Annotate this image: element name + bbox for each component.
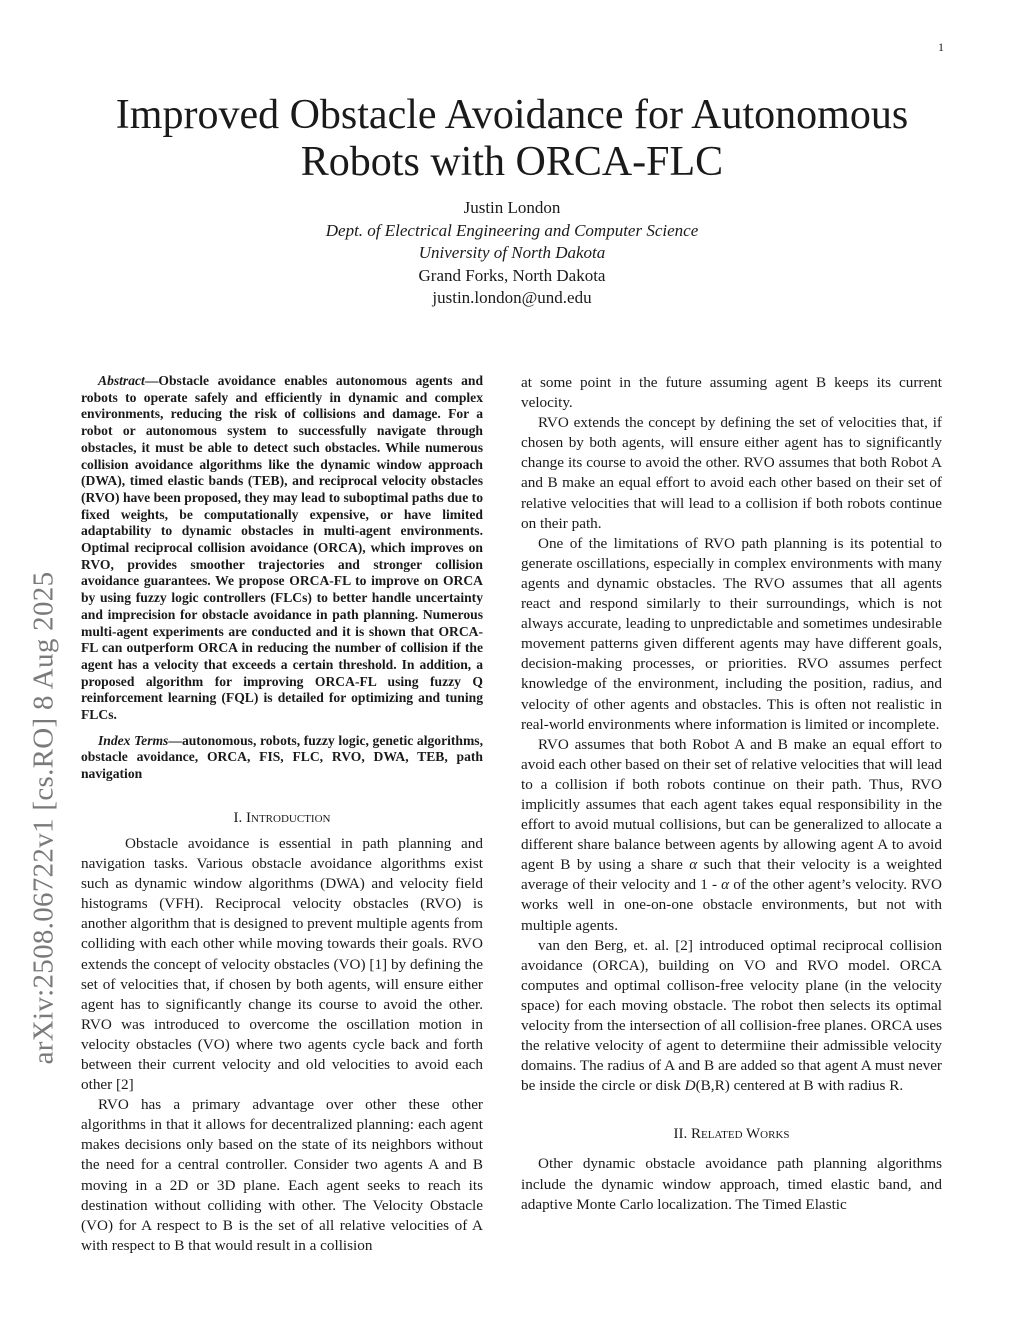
author-name: Justin London <box>463 198 561 217</box>
page-number: 1 <box>938 40 944 54</box>
paragraph: One of the limitations of RVO path planning is its potential to generate oscillations, especially in complex environments with many agents and dynamic obstacles. The RVO assumes that all agents react and respond similarly to their surroundings, which is not always accurate, leading to unpredictable and sometimes undesirable movement patterns given different agents may have different goals, decision-making processes, or priorities. RVO assumes perfect knowledge of the environment, including the position, radius, and velocity of other agents and obstacles. This is often not realistic in real-world environments where information is limited or incomplete. <box>521 534 942 733</box>
left-column <box>81 373 483 1256</box>
arxiv-identifier: arXiv:2508.06722v1 [cs.RO] 8 Aug 2025 <box>27 571 60 1065</box>
alpha-symbol: α <box>721 876 730 894</box>
author-location: Grand Forks, North Dakota <box>418 265 606 285</box>
text-run: RVO assumes that both Robot A and B make an equal effort to avoid each other based on their set of relative velocities that will lead to a collision if both robots continue on their path. Thus, RVO implicitly assumes that each agent takes equal responsibility in the effort to avoid mutual collisions, but can be generalized to allocate a different share balance between agents by allowing agent A to avoid agent B by using a share <box>521 735 942 874</box>
abstract-text: —Obstacle avoidance enables autonomous agents and robots to operate safely and efficiently in dynamic and complex environments, reducing the risk of collisions and damage. For a robot or autonomous system to successfully navigate through obstacles, it must be able to detect such obstacles. While numerous collision avoidance algorithms like the dynamic window approach (DWA), timed elastic bands (TEB), and reciprocal velocity obstacles (RVO) have been proposed, they may lead to suboptimal paths due to fixed weights, be computationally expensive, or have limited adaptability to dynamic obstacles in multi-agent environments. Optimal reciprocal collision avoidance (ORCA), which improves on RVO, provides smoother trajectories and stronger collision avoidance guarantees. We propose ORCA-FL to improve on ORCA by using fuzzy logic controllers (FLCs) to better handle uncertainty and imprecision for obstacle avoidance in path planning. Numerous multi-agent experiments are conducted and it is shown that ORCA-FL can outperform ORCA in reducing the number of collision if the agent has a velocity that exceeds a certain threshold. In addition, a proposed algorithm for improving ORCA-FL using fuzzy Q reinforcement learning (FQL) is detailed for optimizing and tuning FLCs. <box>81 373 483 723</box>
abstract-label: Abstract <box>98 373 145 388</box>
index-terms <box>81 733 483 783</box>
paragraph: RVO extends the concept by defining the set of velocities that, if chosen by both agents, will ensure either agent has to significantly change its course to avoid the other. RVO assumes that both Robot A and B make an equal effort to avoid each other based on their set of relative velocities that will lead to a collision if both robots continue on their path. <box>521 414 942 532</box>
paragraph <box>521 936 942 1097</box>
paragraph <box>521 735 942 936</box>
right-column <box>521 373 942 1215</box>
author-department: Dept. of Electrical Engineering and Computer Science <box>325 220 699 240</box>
text-run: such that their velocity is a weighted average of their velocity and 1 - <box>521 856 942 894</box>
paragraph: Obstacle avoidance is essential in path planning and navigation tasks. Various obstacle avoidance algorithms exist such as dynamic window algorithms (DWA) and velocity field histograms (VFH). Reciprocal velocity obstacles (RVO) is another algorithm that is designed to prevent multiple agents from colliding with each other while moving towards their goals. RVO extends the concept of velocity obstacles (VO) [1] by defining the set of velocities that, if chosen by both agents, will ensure either agent has to significantly change its course to avoid the other. RVO was introduced to overcome the oscillation motion in velocity obstacles (VO) where two agents cycle back and forth between their current velocity and old velocities to avoid each other [2] <box>81 834 483 1094</box>
paragraph: at some point in the future assuming agent B keeps its current velocity. <box>521 374 942 412</box>
author-university: University of North Dakota <box>418 243 606 262</box>
paragraph: Other dynamic obstacle avoidance path planning algorithms include the dynamic window approach, timed elastic band, and adaptive Monte Carlo localization. The Timed Elastic <box>521 1155 942 1213</box>
section-heading-introduction: I. Introduction <box>233 809 331 826</box>
text-run: van den Berg, et. al. [2] introduced optimal reciprocal collision avoidance (ORCA), building on VO and RVO model. ORCA computes and optimal collison-free velocity plane (in the velocity space) for each moving obstacle. The robot then selects its optimal velocity from the intersection of all collision-free planes. ORCA uses the relative velocity of agent to determiine their admissible velocity domains. The radius of A and B are added so that agent A must never be inside the circle or disk <box>521 936 942 1095</box>
text-run: of the other agent’s velocity. RVO works well in one-on-one obstacle environments, but not with multiple agents. <box>521 876 942 934</box>
author-email: justin.london@und.edu <box>432 288 592 307</box>
index-terms-text: —autonomous, robots, fuzzy logic, genetic algorithms, obstacle avoidance, ORCA, FIS, FLC, RVO, DWA, TEB, path navigation <box>81 732 483 782</box>
section-heading-related-works: II. Related Works <box>673 1126 790 1143</box>
text-run: (B,R) centered at B with radius R. <box>695 1077 904 1095</box>
index-terms-label: Index Terms <box>98 732 169 748</box>
author-block <box>212 197 812 310</box>
abstract <box>81 373 483 724</box>
disk-symbol: D <box>684 1077 696 1095</box>
paper-title: Improved Obstacle Avoidance for Autonomous Robots with ORCA-FLC <box>115 92 909 185</box>
alpha-symbol: α <box>689 856 698 874</box>
paragraph: RVO has a primary advantage over other these other algorithms in that it allows for decentralized planning: each agent makes decisions only based on the state of its neighbors without the need for a central controller. Consider two agents A and B moving in a 2D or 3D plane. Each agent seeks to reach its destination without colliding with other. The Velocity Obstacle (VO) for A respect to B is the set of all relative velocities of A with respect to B that would result in a collision <box>81 1096 483 1254</box>
